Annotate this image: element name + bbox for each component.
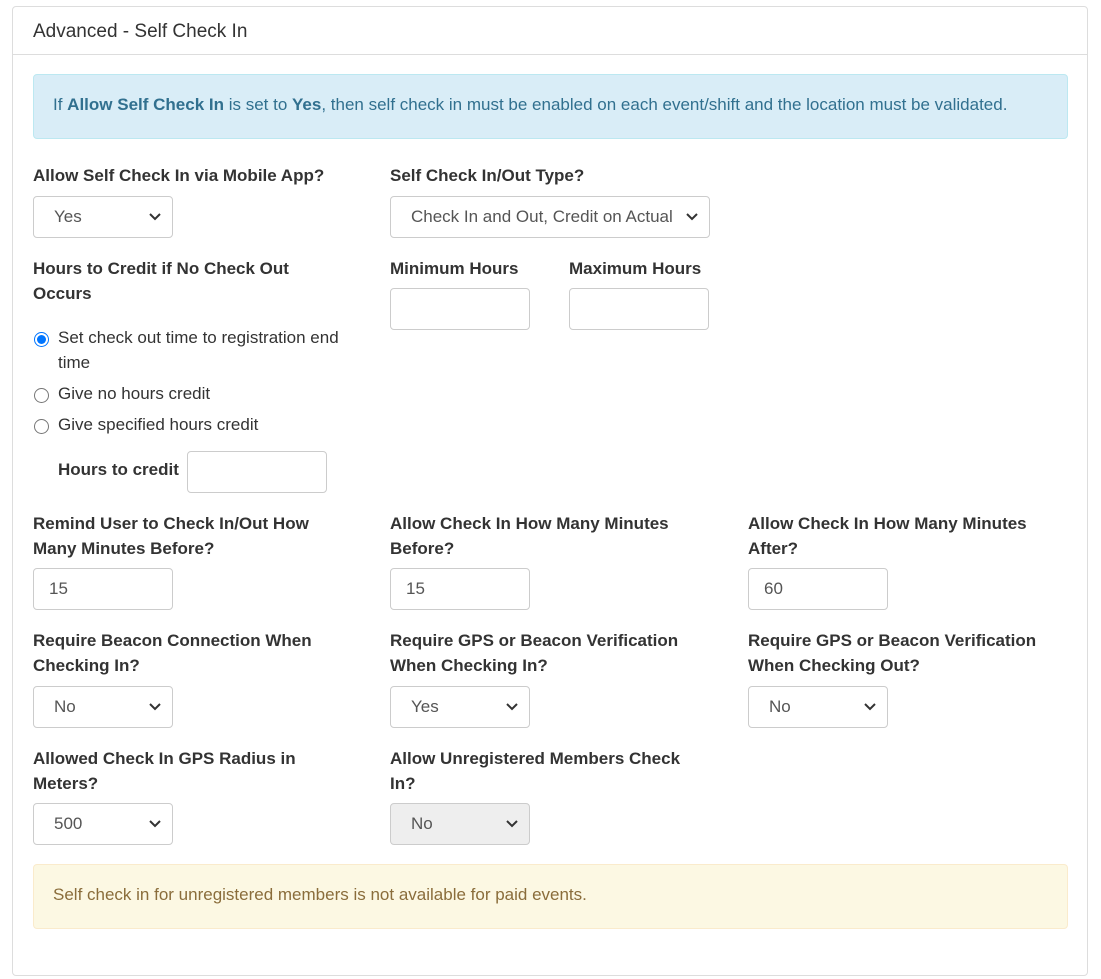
chevron-down-icon xyxy=(148,197,162,237)
radius-label: Allowed Check In GPS Radius in Meters? xyxy=(33,749,296,793)
chevron-down-icon xyxy=(685,197,699,237)
unregistered-label: Allow Unregistered Members Check In? xyxy=(390,749,681,793)
max-hours-label: Maximum Hours xyxy=(569,259,702,278)
panel-title: Advanced - Self Check In xyxy=(13,7,1087,55)
allow-mobile-value: Yes xyxy=(54,207,82,226)
gps-in-label: Require GPS or Beacon Verification When Checking In? xyxy=(390,631,679,675)
info-alert xyxy=(33,74,1068,139)
chevron-down-icon xyxy=(148,687,162,727)
chevron-down-icon xyxy=(505,687,519,727)
min-hours-label: Minimum Hours xyxy=(390,259,519,278)
gps-out-value: No xyxy=(769,697,791,716)
checkin-type-value: Check In and Out, Credit on Actual xyxy=(411,207,673,226)
radio-icon[interactable] xyxy=(34,419,49,434)
warning-text: Self check in for unregistered members is not available for paid events. xyxy=(53,885,587,904)
minutes-before-label: Allow Check In How Many Minutes Before? xyxy=(390,514,669,558)
info-bold-yes: Yes xyxy=(292,95,322,114)
radio-option-end-time[interactable] xyxy=(33,325,353,375)
radio-option-label: Set check out time to registration end time xyxy=(58,328,339,372)
hours-to-credit-input[interactable] xyxy=(187,451,327,493)
max-hours-input[interactable] xyxy=(569,288,709,330)
unregistered-value: No xyxy=(411,814,433,833)
unregistered-select[interactable] xyxy=(390,803,530,845)
remind-input[interactable]: 15 xyxy=(33,568,173,610)
info-bold-allow: Allow Self Check In xyxy=(67,95,224,114)
beacon-value: No xyxy=(54,697,76,716)
beacon-label: Require Beacon Connection When Checking In? xyxy=(33,631,312,675)
chevron-down-icon xyxy=(505,804,519,844)
radius-select[interactable] xyxy=(33,803,173,845)
allow-mobile-label: Allow Self Check In via Mobile App? xyxy=(33,166,325,185)
info-text-1: If xyxy=(53,95,68,114)
radio-icon[interactable] xyxy=(34,332,49,347)
radio-option-no-credit[interactable] xyxy=(33,381,353,406)
no-checkout-label: Hours to Credit if No Check Out Occurs xyxy=(33,259,289,303)
min-hours-input[interactable] xyxy=(390,288,530,330)
allow-mobile-select[interactable] xyxy=(33,196,173,238)
gps-out-select[interactable] xyxy=(748,686,888,728)
info-text-3: , then self check in must be enabled on each event/shift and the location must be validated. xyxy=(321,95,1008,114)
checkin-type-label: Self Check In/Out Type? xyxy=(390,166,585,185)
hours-to-credit-label: Hours to credit xyxy=(58,460,179,479)
minutes-after-input[interactable]: 60 xyxy=(748,568,888,610)
radio-option-specified-credit[interactable] xyxy=(33,412,353,437)
self-check-in-panel xyxy=(12,6,1088,976)
radio-option-label: Give specified hours credit xyxy=(58,415,259,434)
gps-out-label: Require GPS or Beacon Verification When Checking Out? xyxy=(748,631,1037,675)
beacon-select[interactable] xyxy=(33,686,173,728)
radius-value: 500 xyxy=(54,814,83,833)
chevron-down-icon xyxy=(148,804,162,844)
remind-label: Remind User to Check In/Out How Many Minutes Before? xyxy=(33,514,309,558)
radio-icon[interactable] xyxy=(34,388,49,403)
checkin-type-select[interactable] xyxy=(390,196,710,238)
gps-in-select[interactable] xyxy=(390,686,530,728)
warning-alert xyxy=(33,864,1068,929)
minutes-before-input[interactable]: 15 xyxy=(390,568,530,610)
gps-in-value: Yes xyxy=(411,697,439,716)
info-text-2: is set to xyxy=(223,95,293,114)
radio-option-label: Give no hours credit xyxy=(58,384,211,403)
chevron-down-icon xyxy=(863,687,877,727)
minutes-after-label: Allow Check In How Many Minutes After? xyxy=(748,514,1027,558)
